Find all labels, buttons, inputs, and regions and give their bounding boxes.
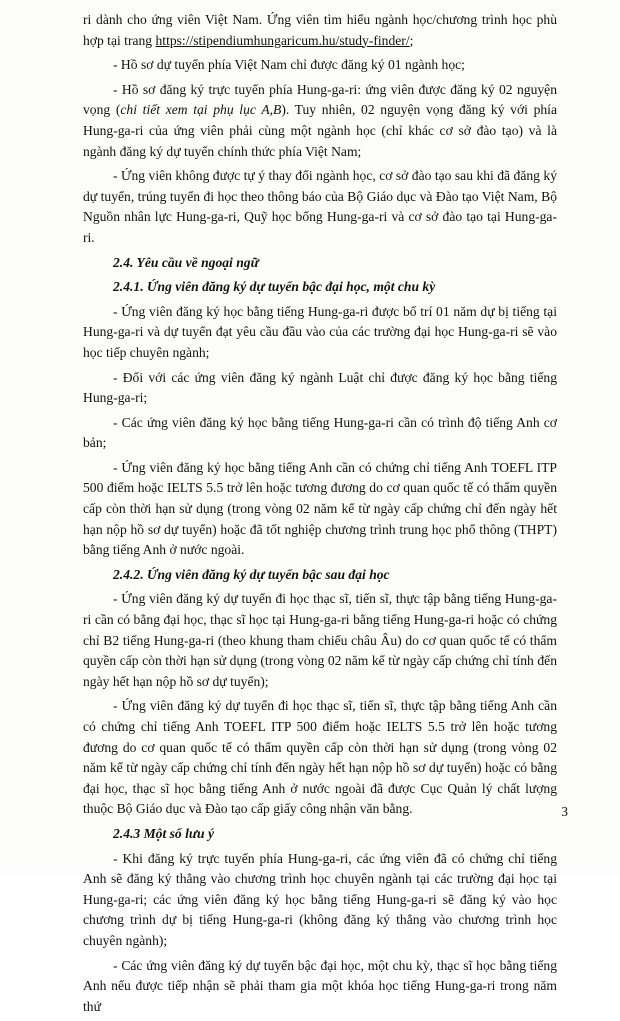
paragraph-study-finder: [83, 10, 557, 51]
paragraph-online-registration-note: - Khi đăng ký trực tuyến phía Hung-ga-ri, các ứng viên đã có chứng chỉ tiếng Anh sẽ đăng ký thẳng vào chương trình học chuyên ngành tại các trường đại học tại Hung-ga-ri; các ứng viên đăng ký học bằng tiếng Hung-ga-ri sẽ đăng ký vào học chương trình dự bị tiếng Hung-ga-ri (không đăng ký thẳng vào chương trình học chuyên ngành);: [83, 850, 557, 948]
paragraph-hu-online-application: [83, 80, 557, 162]
paragraph-hungarian-course-note: - Các ứng viên đăng ký dự tuyển bậc đại học, một chu kỳ, thạc sĩ học bằng tiếng Anh nếu được tiếp nhận sẽ phải tham gia một khóa học tiếng Hung-ga-ri trong năm thứ: [83, 957, 557, 1014]
paragraph-hungarian-prep-year: - Ứng viên đăng ký học bằng tiếng Hung-ga-ri được bố trí 01 năm dự bị tiếng tại Hung-ga-ri và dự tuyển đạt yêu cầu đầu vào của các trường đại học Hung-ga-ri sẽ vào học tiếp chuyên ngành;: [83, 303, 557, 360]
section-heading-language-requirements: 2.4. Yêu cầu về ngoại ngữ: [113, 254, 259, 270]
paragraph-text: ;: [409, 32, 414, 48]
paragraph-law-students: - Đối với các ứng viên đăng ký ngành Luật chỉ được đăng ký học bằng tiếng Hung-ga-ri;: [83, 369, 557, 406]
study-finder-link[interactable]: https://stipendiumhungaricum.hu/study-finder/: [155, 32, 410, 48]
section-heading-notes: 2.4.3 Một số lưu ý: [113, 825, 215, 841]
page-number: 3: [561, 804, 568, 820]
paragraph-postgrad-english: - Ứng viên đăng ký dự tuyển đi học thạc sĩ, tiến sĩ, thực tập bằng tiếng Anh cần có chứng chỉ tiếng Anh TOEFL ITP 500 điểm hoặc IELTS 5.5 trở lên hoặc tương đương do cơ quan quốc tế có thẩm quyền cấp còn thời hạn sử dụng (trong vòng 02 năm kể từ ngày cấp chứng chỉ tính đến ngày hết hạn nộp hồ sơ dự tuyển) hoặc có bằng đại học, thạc sĩ học bằng tiếng Anh ở nước ngoài đã được Cục Quản lý chất lượng thuộc Bộ Giáo dục và Đào tạo cấp giấy công nhận văn bằng.: [83, 698, 557, 817]
section-heading-postgraduate: 2.4.2. Ứng viên đăng ký dự tuyển bậc sau đại học: [113, 566, 390, 582]
paragraph-basic-english: - Các ứng viên đăng ký học bằng tiếng Hung-ga-ri cần có trình độ tiếng Anh cơ bản;: [83, 414, 557, 451]
document-body: [83, 10, 557, 1021]
paragraph-vn-application: - Hồ sơ dự tuyển phía Việt Nam chỉ được đăng ký 01 ngành học;: [113, 57, 465, 73]
paragraph-english-certificate: - Ứng viên đăng ký học bằng tiếng Anh cần có chứng chỉ tiếng Anh TOEFL ITP 500 điểm hoặc IELTS 5.5 trở lên hoặc tương đương do cơ quan quốc tế có thẩm quyền cấp còn thời hạn sử dụng (trong vòng 02 năm kể từ ngày cấp chứng chỉ đến ngày hết hạn nộp hồ sơ dự tuyển) hoặc đã tốt nghiệp chương trình trung học phổ thông (THPT) bằng tiếng Anh ở nước ngoài.: [83, 459, 557, 558]
paragraph-no-change: - Ứng viên không được tự ý thay đổi ngành học, cơ sở đào tạo sau khi đã đăng ký dự tuyển, trúng tuyển đi học theo thông báo của Bộ Giáo dục và Đào tạo Việt Nam, Bộ Nguồn nhân lực Hung-ga-ri, Quỹ học bổng Hung-ga-ri và cơ sở đào tạo tại Hung-ga-ri.: [83, 168, 557, 245]
paragraph-postgrad-hungarian: - Ứng viên đăng ký dự tuyển đi học thạc sĩ, tiến sĩ, thực tập bằng tiếng Hung-ga-ri cần có bằng đại học, thạc sĩ học tại Hung-ga-ri bằng tiếng Hung-ga-ri hoặc có chứng chỉ B2 tiếng Hung-ga-ri (theo khung tham chiếu châu Âu) do cơ quan quốc tế có thẩm quyền cấp còn thời hạn sử dụng (trong vòng 02 năm kể từ ngày cấp chứng chỉ tính đến ngày hết hạn nộp hồ sơ dự tuyển);: [83, 591, 557, 689]
paragraph-text: - Hồ sơ đăng ký trực tuyến phía Hung-ga-ri: ứng viên được đăng ký 02 nguyện vọng (: [83, 81, 557, 118]
paragraph-text: ). Tuy nhiên, 02 nguyện vọng đăng ký với phía Hung-ga-ri của ứng viên phải cùng một ngành học (chỉ khác cơ sở đào tạo) và là ngành đăng ký dự tuyển chính thức phía Việt Nam;: [83, 102, 557, 159]
appendix-reference: chi tiết xem tại phụ lục A,B: [120, 102, 282, 118]
section-heading-undergraduate: 2.4.1. Ứng viên đăng ký dự tuyển bậc đại học, một chu kỳ: [113, 279, 436, 295]
paragraph-text: ri dành cho ứng viên Việt Nam. Ứng viên tìm hiểu ngành học/chương trình học phù hợp tại trang: [83, 12, 557, 48]
